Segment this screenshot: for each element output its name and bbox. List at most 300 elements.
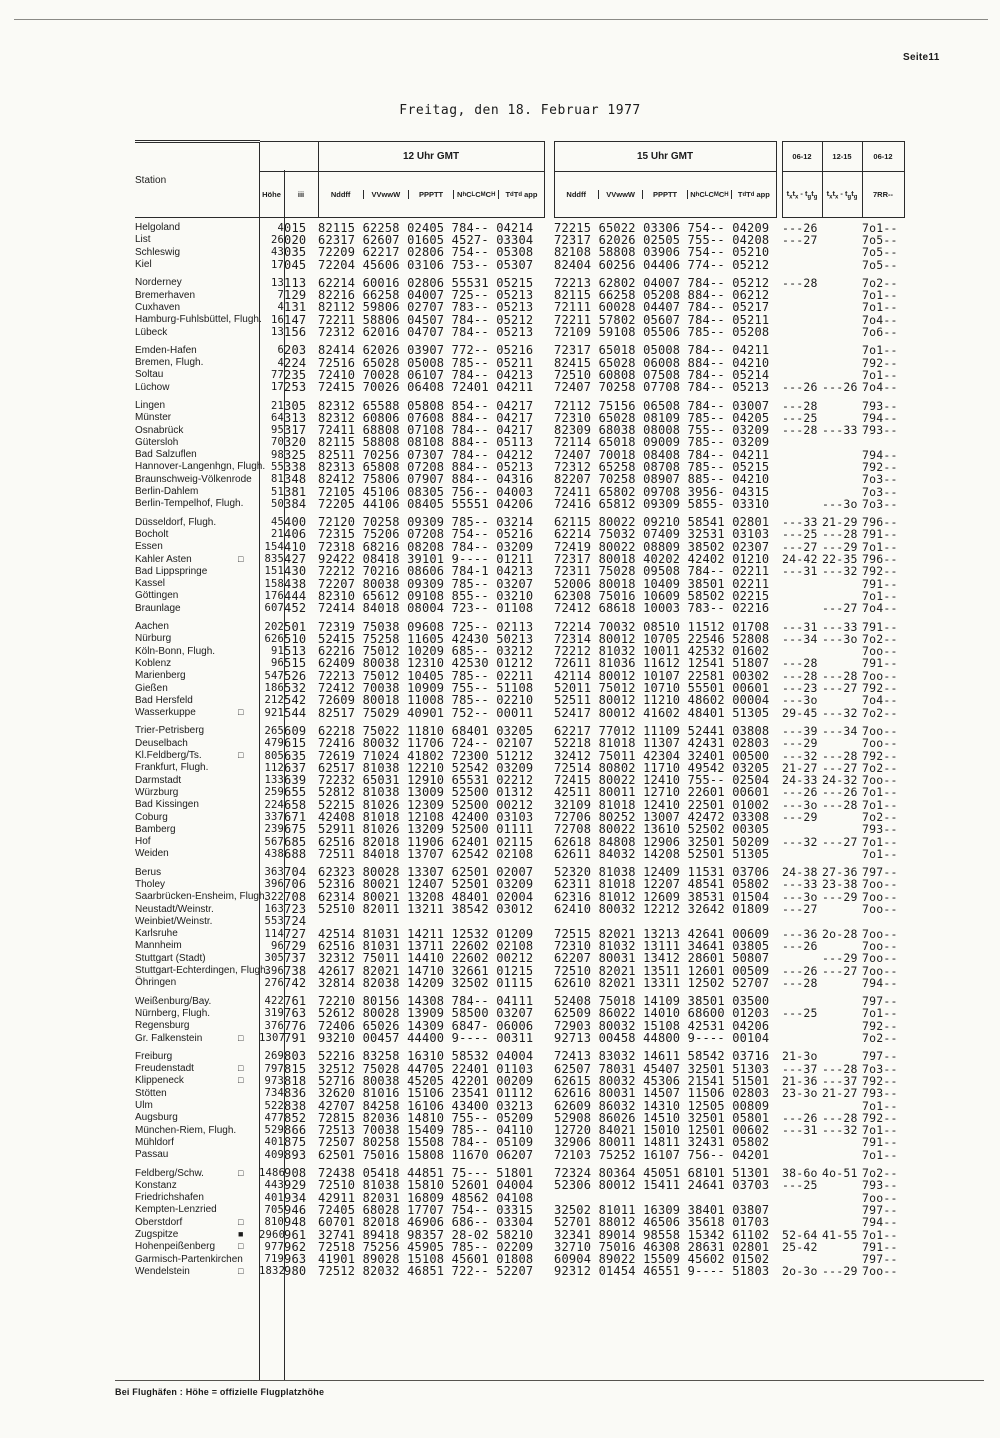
station-name: Köln-Bonn, Flugh. [135,645,216,657]
table-row [135,903,904,915]
hoehe-column-left-rule [259,142,260,1380]
station-symbol: □ [238,1265,244,1276]
station-name: Feldberg/Schw. [135,1167,204,1179]
table-row [135,1112,904,1124]
station-symbol [238,381,259,393]
obs-12uhr: 42408 81018 12108 42400 03103 [318,810,534,824]
footer-rule [115,1380,984,1381]
station-name: Augsburg [135,1112,178,1124]
gap [544,258,554,270]
station-name: Frankfurt, Flugh. [135,762,209,774]
col-header-ppptt: PPPTT [642,190,686,199]
station-name: Braunschweig-Völkenrode [135,473,252,485]
rr-06-12: 7o5-- [862,257,898,272]
gap [544,866,554,878]
temp-06-12: ---28 [782,975,818,990]
table-row [135,1167,904,1179]
obs-15uhr: 12720 84021 15010 12501 00602 [554,1123,770,1138]
station-symbol: □ [238,750,244,761]
temp-12-15: 41-55 [822,1227,858,1242]
station-symbol [238,1020,259,1032]
iii-value: 513 [284,644,307,659]
table-row [135,1032,904,1044]
gap [544,1179,554,1191]
temp-12-15: ---27 [822,681,858,696]
temp-06-12: ---25 [782,1006,818,1021]
station-name: Münster [135,412,172,424]
station-name: Oberstdorf [135,1216,183,1228]
obs-12uhr: 72414 84018 08004 723-- 01108 [318,601,534,616]
station-symbol [238,369,259,381]
rr-06-12: 792-- [862,681,898,696]
station-name: Darmstadt [135,774,182,786]
obs-12uhr: 32312 75011 14410 22602 00212 [318,951,534,966]
temp-06-12: ---26 [782,785,818,800]
table-row [135,952,904,964]
rr-06-12: 792-- [862,748,898,763]
rr-06-12: 7o3-- [862,496,898,511]
table-row [135,706,904,718]
rr-06-12: 7oo-- [862,644,898,659]
gap [544,1020,554,1032]
station-name: Norderney [135,277,182,289]
station-name: Lübeck [135,326,168,338]
temp-12-15 [822,1216,862,1228]
subheaders-15uhr [554,172,776,218]
temp-12-15 [822,369,862,381]
station-name: Karlsruhe [135,928,178,940]
station-symbol [238,1112,259,1124]
iii-value: 381 [284,484,307,499]
station-symbol [238,620,259,632]
hoehe-value: 265 [264,724,285,737]
rr-06-12: 797-- [862,1049,898,1064]
station-name: Lüchow [135,381,170,393]
station-name: Regensburg [135,1020,190,1032]
col-header-temp-1: $t_xt_x - t_gt_g$ [782,172,822,218]
iii-value: 325 [284,447,307,462]
iii-value: 338 [284,459,307,474]
iii-value: 532 [284,681,307,696]
temp-12-15 [822,461,862,473]
temp-12-15: 23-38 [822,877,858,892]
gap [544,565,554,577]
hoehe-value: 719 [264,1253,285,1266]
table-row [135,964,904,976]
obs-15uhr: 32341 89014 98558 15342 61102 [554,1227,770,1242]
table-row [135,326,904,338]
iii-value: 706 [284,877,307,892]
iii-value: 510 [284,631,307,646]
rr-06-12: 7oo-- [862,902,898,917]
col-header-period-3: 06-12 [862,142,904,172]
iii-value: 836 [284,1086,307,1101]
hoehe-value: 438 [264,847,285,860]
obs-15uhr: 72114 65018 09009 785-- 03209 [554,435,770,450]
hoehe-value: 337 [264,811,285,823]
iii-value: 224 [284,355,307,370]
obs-15uhr: 82207 70258 08907 885-- 04210 [554,472,770,487]
rr-06-12: 793-- [862,398,898,413]
obs-15uhr: 82115 66258 05208 884-- 06212 [554,288,770,303]
obs-15uhr: 62611 84032 14208 52501 51305 [554,846,770,861]
temp-12-15 [822,326,862,338]
rr-06-12: 7o2-- [862,760,898,775]
temp-06-12: ---29 [782,810,818,824]
hoehe-value: 21 [270,399,285,412]
temp-06-12 [782,578,822,590]
table-row [135,1216,904,1228]
station-name: Hamburg-Fuhlsbüttel, Flugh. [135,314,262,326]
temp-12-15 [822,289,862,301]
table-row [135,1099,904,1111]
temp-12-15: ---29 [822,539,858,554]
iii-value: 542 [284,693,307,708]
obs-12uhr: 72210 80156 14308 784-- 04111 [318,994,534,1009]
station-name: Weinbiet/Weinstr. [135,915,213,927]
table-row [135,620,904,632]
table-row [135,995,904,1007]
hoehe-column-right-rule [284,170,285,1380]
obs-12uhr: 52216 83258 16310 58532 04004 [318,1049,534,1064]
iii-value: 946 [284,1202,307,1217]
obs-12uhr: 72815 82036 14810 755-- 05209 [318,1110,534,1125]
temp-06-12 [782,1099,822,1111]
rr-06-12: 7oo-- [862,926,898,941]
gap [544,645,554,657]
obs-15uhr: 62615 80032 45306 21541 51501 [554,1073,770,1088]
iii-value: 671 [284,810,307,824]
obs-15uhr: 62509 86022 14010 68600 01203 [554,1006,770,1021]
temp-06-12: ---28 [782,668,818,683]
rr-06-12: 7o3-- [862,472,898,487]
gap [544,234,554,246]
temp-12-15: 27-36 [822,865,858,880]
iii-value: 852 [284,1110,307,1125]
table-row [135,1124,904,1136]
hoehe-value: 70 [270,436,285,449]
hoehe-value: 133 [264,774,285,787]
gap [544,553,554,565]
station-symbol [238,952,259,964]
obs-12uhr: 72412 70038 10909 755-- 51108 [318,681,534,696]
station-name: Weißenburg/Bay. [135,995,212,1007]
obs-12uhr: 72406 65026 14309 6847- 06006 [318,1018,534,1033]
temp-12-15: ---27 [822,601,858,616]
iii-value: 961 [284,1227,307,1242]
obs-12uhr: 62516 81031 13711 22602 02108 [318,938,534,953]
station-symbol [238,1007,259,1019]
rr-06-12: 791-- [862,619,898,634]
station-symbol [238,725,259,737]
station-symbol [238,774,259,786]
rr-06-12: 792-- [862,564,898,579]
gap [544,1241,554,1253]
obs-15uhr: 52908 86026 14510 32501 05801 [554,1110,770,1125]
temp-12-15 [822,1191,862,1203]
temp-06-12: ---39 [782,723,818,738]
obs-12uhr: 72410 70028 06107 784-- 04213 [318,367,534,382]
temp-12-15 [822,657,862,669]
temp-12-15: ---28 [822,668,858,683]
col-header-nddff: Nddff [330,190,351,199]
station-symbol [238,811,259,823]
obs-12uhr: 82115 62258 02405 784-- 04214 [318,220,534,235]
temp-12-15: ---37 [822,1073,858,1088]
temp-12-15 [822,258,862,270]
temp-06-12 [782,344,822,356]
table-row [135,436,904,448]
hoehe-value: 4 [277,301,285,314]
rr-06-12: 797-- [862,1202,898,1217]
gap [544,436,554,448]
temp-06-12: 2o-3o [782,1264,818,1279]
iii-value: 655 [284,785,307,800]
obs-12uhr: 72510 81038 15810 52601 04004 [318,1178,534,1193]
obs-12uhr: 72232 65031 12910 65531 02212 [318,773,534,788]
obs-15uhr: 62308 75016 10609 58502 02215 [554,588,770,603]
table-row [135,590,904,602]
table-row [135,565,904,577]
hoehe-value: 151 [264,565,285,578]
station-name: Gießen [135,682,168,694]
table-row [135,1087,904,1099]
temp-06-12 [782,1020,822,1032]
gap [544,737,554,749]
temp-06-12: 29-45 [782,705,818,720]
table-row [135,516,904,528]
rr-06-12: 791-- [862,1135,898,1150]
iii-value: 203 [284,343,307,358]
rr-06-12: 792-- [862,1110,898,1125]
hoehe-value: 81 [270,473,285,486]
station-name: Trier-Petrisberg [135,725,205,737]
station-name: Deuselbach [135,737,188,749]
obs-12uhr: 32620 81016 15106 23541 01112 [318,1086,534,1101]
temp-12-15: ---27 [822,760,858,775]
rr-06-12: 793-- [862,1178,898,1193]
temp-06-12 [782,485,822,497]
obs-12uhr: 72516 65028 05008 785-- 05211 [318,355,534,370]
temp-06-12 [782,952,822,964]
obs-12uhr: 72105 45106 08305 756-- 04003 [318,484,534,499]
obs-15uhr: 72103 75252 16107 756-- 04201 [554,1147,770,1162]
obs-12uhr: 72507 80258 15508 784-- 05109 [318,1135,534,1150]
station-name: List [135,234,151,246]
iii-value: 838 [284,1098,307,1113]
gap [544,498,554,510]
obs-15uhr: 72314 80012 10705 22546 52808 [554,631,770,646]
station-symbol [238,277,259,289]
rr-06-12: 7oo-- [862,963,898,978]
obs-15uhr: 42114 80012 10107 22581 00302 [554,668,770,683]
rr-06-12: 792-- [862,1073,898,1088]
obs-15uhr: 32710 75016 46308 28631 02801 [554,1239,770,1254]
iii-value: 948 [284,1215,307,1230]
temp-06-12 [782,1032,822,1044]
iii-value: 724 [284,914,307,929]
station-name: Koblenz [135,657,172,669]
iii-value: 704 [284,865,307,880]
table-row [135,1179,904,1191]
rr-06-12: 793-- [862,423,898,438]
gap [544,381,554,393]
table-row [135,694,904,706]
obs-12uhr: 62314 80021 13208 48401 02004 [318,889,534,904]
iii-value: 305 [284,398,307,413]
rr-06-12: 7o1-- [862,300,898,315]
table-row [135,258,904,270]
rr-06-12: 7o2-- [862,275,898,290]
station-symbol [238,424,259,436]
gap [544,301,554,313]
gap [544,940,554,952]
temp-12-15 [822,848,862,860]
rr-06-12: 7o1-- [862,797,898,812]
temp-12-15: ---3o [822,496,858,511]
temp-06-12 [782,473,822,485]
gap [544,516,554,528]
iii-value: 962 [284,1239,307,1254]
station-symbol [238,799,259,811]
station-symbol: □ [238,1075,244,1086]
temp-12-15 [822,645,862,657]
gap [544,977,554,989]
station-name: Berus [135,866,162,878]
hoehe-value: 477 [264,1111,285,1124]
temp-12-15 [822,915,862,927]
table-row [135,823,904,835]
hoehe-value: 607 [264,602,285,615]
iii-value: 980 [284,1264,307,1279]
temp-12-15 [822,1032,862,1044]
col-header-dewpoint: T d T d app [498,190,543,199]
table-row [135,1204,904,1216]
hoehe-value: 13 [270,276,285,289]
temp-12-15: 21-27 [822,1086,858,1101]
rr-06-12: 796-- [862,515,898,530]
temp-06-12: ---36 [782,926,818,941]
gap [544,1228,554,1240]
hoehe-value: 479 [264,737,285,750]
station-name: Hof [135,836,151,848]
station-symbol [238,694,259,706]
temp-12-15 [822,277,862,289]
station-symbol [238,449,259,461]
gap [544,903,554,915]
station-name: Wendelstein [135,1265,190,1277]
station-symbol [238,657,259,669]
obs-12uhr: 62218 75022 11810 68401 03205 [318,723,534,738]
station-name: Coburg [135,811,168,823]
temp-12-15: ---28 [822,1110,858,1125]
station-name: Helgoland [135,222,181,234]
table-row [135,657,904,669]
table-row [135,786,904,798]
station-name: Konstanz [135,1179,177,1191]
obs-12uhr: 82115 58808 08108 884-- 05113 [318,435,534,450]
table-row [135,1136,904,1148]
temp-12-15: 24-32 [822,773,858,788]
iii-value: 639 [284,773,307,788]
rr-06-12: 7o3-- [862,1061,898,1076]
hoehe-value: 626 [264,632,285,645]
hoehe-value: 17 [270,258,285,271]
obs-12uhr: 82312 60806 07608 884-- 04217 [318,410,534,425]
obs-12uhr: 72205 44106 08405 55551 04206 [318,496,534,511]
obs-12uhr: 62501 75016 15808 11670 06207 [318,1147,534,1162]
station-symbol [238,1087,259,1099]
iii-value: 020 [284,232,307,247]
station-symbol [238,915,259,927]
iii-value: 818 [284,1073,307,1088]
station-name: Freiburg [135,1050,173,1062]
station-symbol [238,578,259,590]
station-symbol [238,878,259,890]
obs-15uhr: 72212 81032 10011 42532 01602 [554,644,770,659]
temp-12-15 [822,1020,862,1032]
hoehe-value: 98 [270,448,285,461]
hoehe-value: 114 [264,927,285,940]
table-row [135,866,904,878]
station-name: Bamberg [135,823,176,835]
station-symbol [238,1050,259,1062]
table-row [135,1020,904,1032]
rr-06-12: 797-- [862,1252,898,1267]
temp-12-15 [822,811,862,823]
obs-15uhr: 52408 75018 14109 38501 03500 [554,994,770,1009]
station-name: Lingen [135,400,166,411]
rr-06-12: 7o2-- [862,631,898,646]
table-row [135,1149,904,1161]
temp-12-15 [822,590,862,602]
rr-06-12: 797-- [862,994,898,1009]
obs-12uhr: 72213 75012 10405 785-- 02211 [318,668,534,683]
rr-06-12: 793-- [862,822,898,837]
gap [544,1099,554,1111]
gap [544,878,554,890]
station-symbol [238,258,259,270]
hoehe-value: 212 [264,694,285,707]
obs-15uhr: 72708 80022 13610 52502 00305 [554,822,770,837]
iii-value: 929 [284,1178,307,1193]
temp-06-12: ---33 [782,515,818,530]
hoehe-value: 95 [270,424,285,437]
gap [544,1050,554,1062]
rr-06-12: 7o1-- [862,220,898,235]
iii-value: 908 [284,1166,307,1181]
temp-12-15: ---27 [822,963,858,978]
station-symbol [238,645,259,657]
table-row [135,449,904,461]
temp-06-12: 24-38 [782,865,818,880]
obs-15uhr: 72407 70258 07708 784-- 05213 [554,380,770,395]
station-symbol [238,602,259,614]
obs-12uhr: 93210 00457 44400 9---- 00311 [318,1031,534,1046]
station-name: Berlin-Dahlem [135,486,199,498]
gap [544,485,554,497]
rr-06-12 [862,915,904,927]
temp-06-12 [782,449,822,461]
temp-12-15: ---26 [822,380,858,395]
hoehe-value: 977 [264,1240,285,1253]
gap [544,786,554,798]
temp-06-12: ---28 [782,275,818,290]
hoehe-value: 154 [264,540,285,553]
gap [544,461,554,473]
iii-value: 427 [284,552,307,567]
hoehe-iii-box [259,142,318,172]
